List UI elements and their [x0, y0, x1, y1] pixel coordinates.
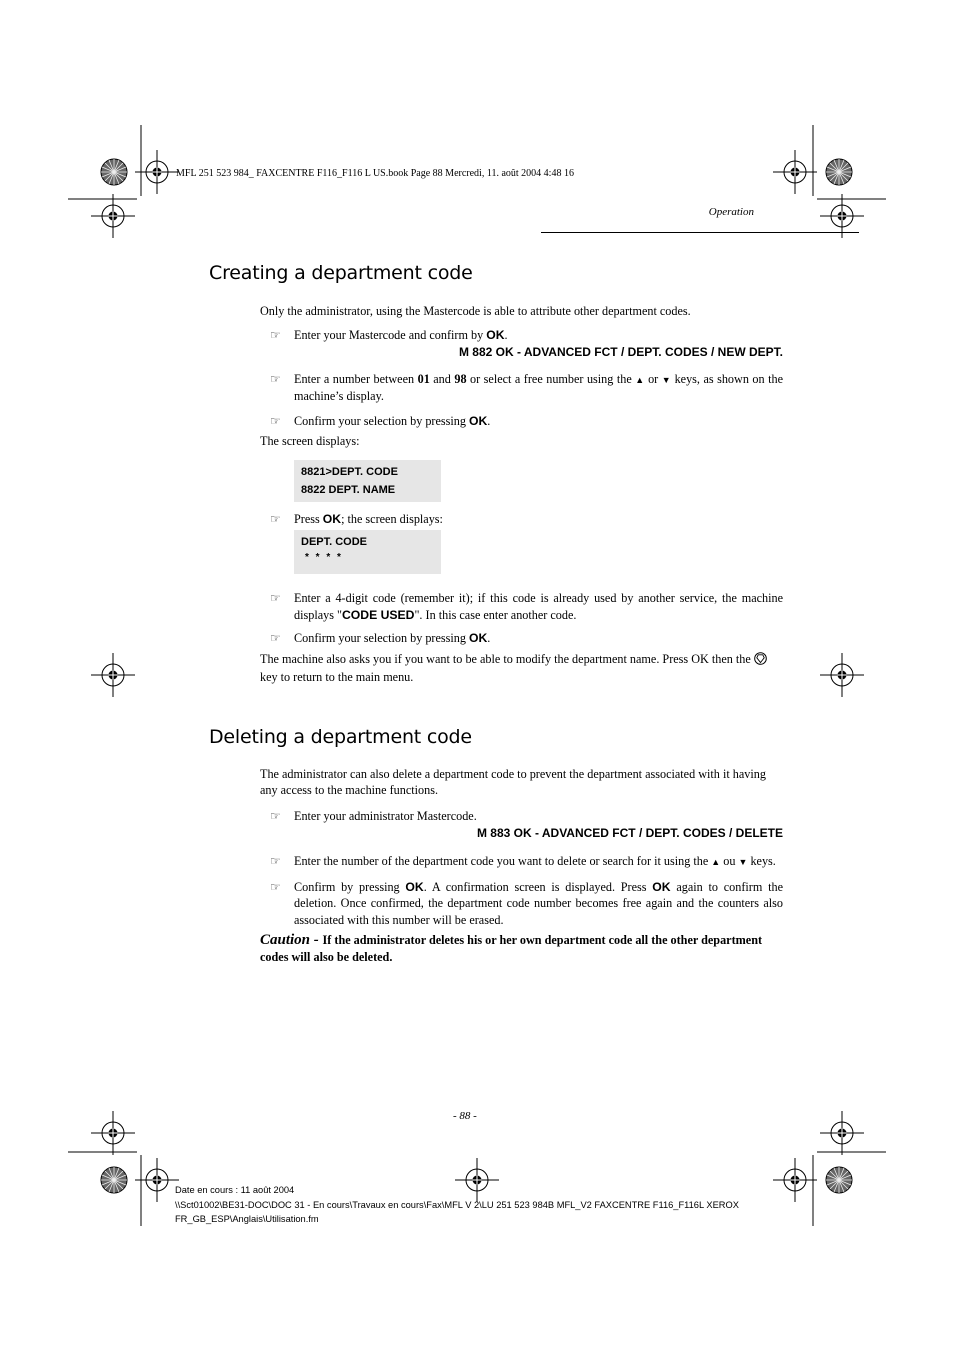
hand-pointing-icon: ☞ — [270, 413, 281, 428]
section-title-deleting: Deleting a department code — [209, 725, 472, 748]
code-used-message: CODE USED — [341, 607, 415, 622]
book-info: MFL 251 523 984_ FAXCENTRE F116_F116 L US.book Page 88 Mercredi, 11. août 2004 4:48 16 — [176, 168, 574, 179]
hand-pointing-icon: ☞ — [270, 327, 281, 342]
creating-step-3: ☞ Confirm your selection by pressing OK. — [270, 413, 491, 428]
ok-key: OK — [469, 631, 488, 645]
lcd-display-1 — [294, 460, 441, 502]
deleting-intro: The administrator can also delete a department code to prevent the department associated with it having any access to the machine functions. — [260, 766, 766, 797]
section-label: Operation — [708, 206, 754, 218]
creating-step-6: ☞ Confirm your selection by pressing OK. — [270, 631, 491, 645]
ok-key: OK — [486, 327, 505, 342]
hand-pointing-icon: ☞ — [270, 853, 281, 868]
creating-step-2: ☞ Enter a number between 01 and 98 or select a free number using the ▲ or ▼ keys, as shown on the machine’s display. — [270, 371, 783, 403]
footer — [175, 1183, 739, 1227]
up-arrow-icon: ▲ — [635, 374, 645, 385]
hand-pointing-icon: ☞ — [270, 371, 281, 386]
lcd-line: DEPT. CODE — [301, 536, 368, 548]
lcd-display-2 — [294, 530, 441, 574]
hand-pointing-icon: ☞ — [270, 631, 281, 645]
creating-step-4: ☞ Press OK; the screen displays: — [270, 511, 443, 526]
ok-key: OK — [652, 879, 671, 894]
footer-date: Date en cours : 11 août 2004 — [175, 1185, 295, 1195]
deleting-step-2: ☞ Enter the number of the department code you want to delete or search for it using the ▲ ou ▼ keys. — [270, 853, 776, 868]
creating-outro: The machine also asks you if you want to be able to modify the department name. Press OK then the key to return to the main menu. — [260, 651, 783, 686]
hand-pointing-icon: ☞ — [270, 808, 281, 823]
creating-intro: Only the administrator, using the Mastercode is able to attribute other department codes. — [260, 304, 691, 318]
ok-key: OK — [469, 413, 488, 428]
lcd-code-mask: * * * * — [305, 552, 343, 563]
ok-key: OK — [405, 879, 424, 894]
screen-displays-label: The screen displays: — [260, 434, 360, 448]
footer-file: FR_GB_ESP\Anglais\Utilisation.fm — [175, 1214, 319, 1224]
hand-pointing-icon: ☞ — [270, 591, 281, 605]
header-rule — [541, 232, 859, 233]
creating-step-5: ☞ Enter a 4-digit code (remember it); if this code is already used by another service, the machine displays "CODE USED". In this case enter another code. — [270, 591, 783, 622]
caution-note: Caution - If the administrator deletes his or her own department code all the other department codes will also be deleted. — [260, 932, 763, 964]
main-content — [209, 262, 783, 965]
ok-key: OK — [322, 511, 342, 526]
deleting-step-3: ☞ Confirm by pressing OK. A confirmation screen is displayed. Press OK again to confirm the deletion. Once confirmed, the department code number becomes free again and the counters also associated with this number will be erased. — [270, 879, 783, 927]
down-arrow-icon: ▼ — [738, 856, 748, 867]
up-arrow-icon: ▲ — [711, 856, 721, 867]
stop-key-icon — [754, 652, 767, 670]
creating-step-1: ☞ Enter your Mastercode and confirm by OK. — [270, 327, 508, 342]
menu-path: M 882 OK - ADVANCED FCT / DEPT. CODES / NEW DEPT. — [458, 345, 783, 359]
hand-pointing-icon: ☞ — [270, 879, 281, 894]
footer-path: \\Sct01002\BE31-DOC\DOC 31 - En cours\Travaux en cours\Fax\MFL V 2\LU 251 523 984B MFL_V2 FAXCENTRE F116_F116L XEROX — [175, 1199, 739, 1210]
deleting-step-1: ☞ Enter your administrator Mastercode. — [270, 808, 477, 823]
lcd-line: 8822 DEPT. NAME — [301, 483, 396, 496]
menu-path: M 883 OK - ADVANCED FCT / DEPT. CODES / DELETE — [476, 826, 783, 840]
hand-pointing-icon: ☞ — [270, 511, 281, 526]
caution-label: Caution - — [260, 932, 323, 948]
page-number: - 88 - — [453, 1110, 477, 1122]
section-title-creating: Creating a department code — [209, 262, 473, 284]
lcd-line: 8821>DEPT. CODE — [301, 465, 398, 478]
down-arrow-icon: ▼ — [661, 374, 672, 385]
